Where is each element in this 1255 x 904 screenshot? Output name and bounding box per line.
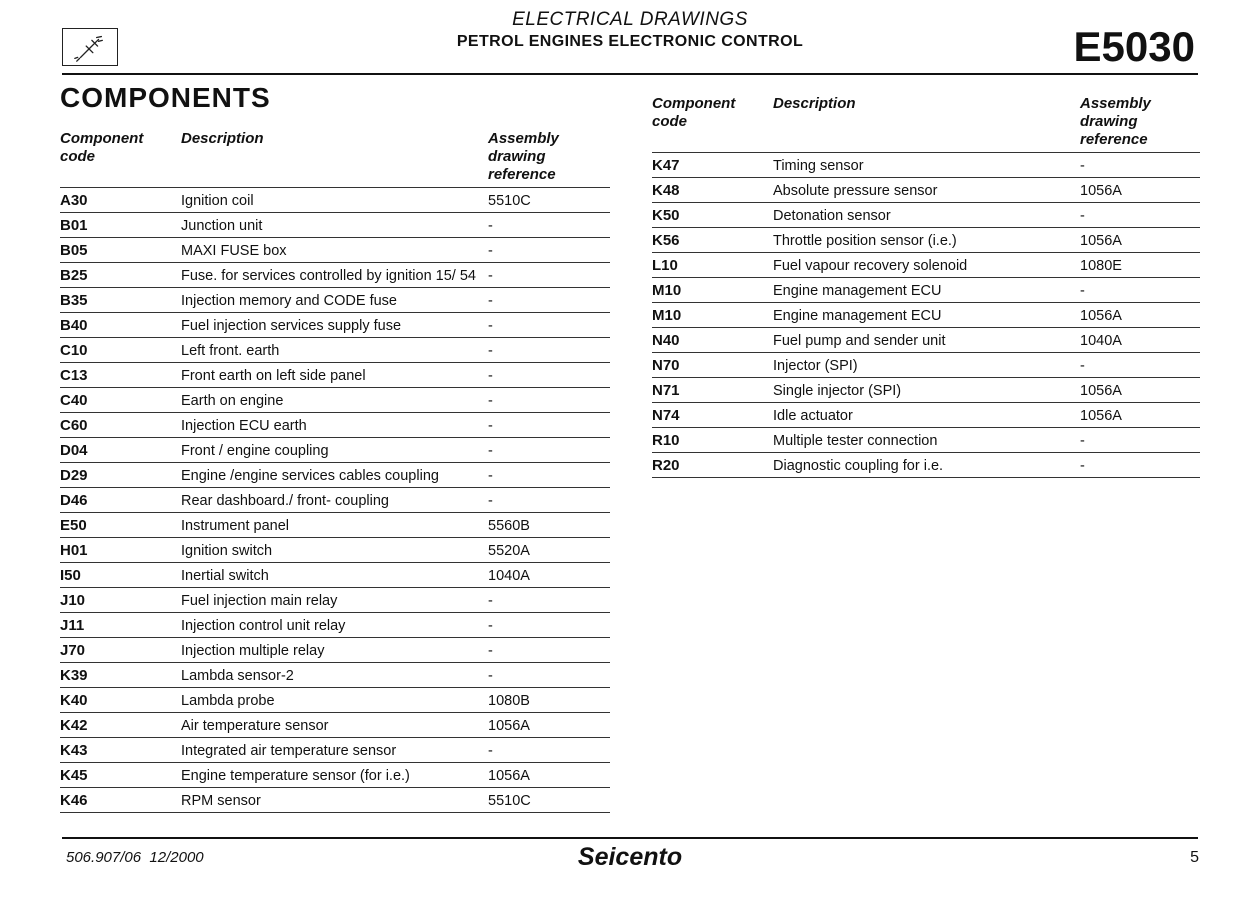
component-code: K48 xyxy=(652,182,680,199)
component-code: K47 xyxy=(652,157,680,174)
table-row xyxy=(60,363,610,388)
table-row xyxy=(60,788,610,813)
table-row xyxy=(652,253,1200,278)
component-code: H01 xyxy=(60,542,88,559)
component-description: Rear dashboard./ front- coupling xyxy=(181,493,389,509)
table-row xyxy=(60,738,610,763)
component-code: K56 xyxy=(652,232,680,249)
header-rule xyxy=(62,73,1198,75)
assembly-reference: 1040A xyxy=(1080,333,1122,349)
table-body-right xyxy=(652,153,1200,478)
component-code: J11 xyxy=(60,617,85,634)
component-description: Timing sensor xyxy=(773,158,864,174)
components-table-left xyxy=(60,130,610,813)
table-row xyxy=(60,638,610,663)
assembly-reference: - xyxy=(488,668,493,684)
footer-doc-ref: 506.907/06 12/2000 xyxy=(66,849,204,866)
table-row xyxy=(60,488,610,513)
component-code: I50 xyxy=(60,567,81,584)
header-description: Description xyxy=(773,95,856,112)
assembly-reference: - xyxy=(488,468,493,484)
component-description: Injection multiple relay xyxy=(181,643,325,659)
component-description: Absolute pressure sensor xyxy=(773,183,938,199)
component-code: K43 xyxy=(60,742,88,759)
table-row xyxy=(60,563,610,588)
table-row xyxy=(652,153,1200,178)
component-description: Injection ECU earth xyxy=(181,418,307,434)
table-row xyxy=(60,438,610,463)
assembly-reference: - xyxy=(488,268,493,284)
assembly-reference: - xyxy=(488,343,493,359)
component-description: Engine /engine services cables coupling xyxy=(181,468,439,484)
assembly-reference: - xyxy=(488,368,493,384)
component-code: D46 xyxy=(60,492,88,509)
component-description: Junction unit xyxy=(181,218,263,234)
component-code: B35 xyxy=(60,292,88,309)
component-description: Single injector (SPI) xyxy=(773,383,902,399)
assembly-reference: - xyxy=(1080,458,1085,474)
table-row xyxy=(60,213,610,238)
table-row xyxy=(652,278,1200,303)
table-row xyxy=(60,288,610,313)
header-title: ELECTRICAL DRAWINGS xyxy=(512,9,748,30)
header-subtitle: PETROL ENGINES ELECTRONIC CONTROL xyxy=(456,33,804,50)
component-code: K40 xyxy=(60,692,88,709)
table-row xyxy=(60,763,610,788)
assembly-reference: 5520A xyxy=(488,543,530,559)
assembly-reference: - xyxy=(488,418,493,434)
assembly-reference: 1056A xyxy=(1080,383,1122,399)
component-code: K39 xyxy=(60,667,88,684)
component-description: RPM sensor xyxy=(181,793,261,809)
assembly-reference: - xyxy=(488,593,493,609)
component-description: Fuel injection services supply fuse xyxy=(181,318,402,334)
assembly-reference: 1056A xyxy=(1080,408,1122,424)
component-description: Lambda probe xyxy=(181,693,275,709)
component-code: E50 xyxy=(60,517,87,534)
table-row xyxy=(652,178,1200,203)
component-description: Inertial switch xyxy=(181,568,269,584)
electrical-plug-icon xyxy=(63,29,117,65)
component-description: Fuse. for services controlled by ignition 15/ 54 xyxy=(181,268,476,284)
component-description: Ignition coil xyxy=(181,193,254,209)
document-code: E5030 xyxy=(1073,23,1195,70)
component-description: Earth on engine xyxy=(181,393,284,409)
header-assembly-reference: Assembly drawing reference xyxy=(1080,95,1151,148)
component-description: Ignition switch xyxy=(181,543,273,559)
component-code: K42 xyxy=(60,717,88,734)
table-row xyxy=(652,303,1200,328)
assembly-reference: 1056A xyxy=(1080,233,1122,249)
component-description: Front / engine coupling xyxy=(181,443,329,459)
table-row xyxy=(60,388,610,413)
assembly-reference: - xyxy=(488,493,493,509)
assembly-reference: 5510C xyxy=(488,793,531,809)
component-description: Fuel injection main relay xyxy=(181,593,338,609)
component-description: Engine management ECU xyxy=(773,283,942,299)
component-description: Fuel pump and sender unit xyxy=(773,333,946,349)
component-description: Front earth on left side panel xyxy=(181,368,366,384)
component-code: R10 xyxy=(652,432,680,449)
assembly-reference: 1056A xyxy=(488,768,530,784)
component-code: B25 xyxy=(60,267,88,284)
component-description: Engine temperature sensor (for i.e.) xyxy=(181,768,410,784)
component-code: N70 xyxy=(652,357,680,374)
component-code: D29 xyxy=(60,467,88,484)
plug-icon-box xyxy=(62,28,118,66)
component-description: Integrated air temperature sensor xyxy=(181,743,397,759)
assembly-reference: - xyxy=(488,293,493,309)
assembly-reference: 1056A xyxy=(1080,183,1122,199)
component-description: Fuel vapour recovery solenoid xyxy=(773,258,968,274)
component-description: MAXI FUSE box xyxy=(181,243,287,259)
component-description: Diagnostic coupling for i.e. xyxy=(773,458,944,474)
component-code: B05 xyxy=(60,242,88,259)
components-table-right xyxy=(652,95,1200,478)
assembly-reference: - xyxy=(488,443,493,459)
component-code: B40 xyxy=(60,317,88,334)
assembly-reference: 1080E xyxy=(1080,258,1122,274)
table-row xyxy=(652,328,1200,353)
component-code: M10 xyxy=(652,307,682,324)
table-row xyxy=(60,313,610,338)
component-code: B01 xyxy=(60,217,88,234)
assembly-reference: - xyxy=(1080,158,1085,174)
page-number: 5 xyxy=(1190,849,1199,866)
table-row xyxy=(60,188,610,213)
component-description: Air temperature sensor xyxy=(181,718,329,734)
component-code: C60 xyxy=(60,417,88,434)
component-description: Injector (SPI) xyxy=(773,358,858,374)
component-code: D04 xyxy=(60,442,88,459)
assembly-reference: - xyxy=(1080,283,1085,299)
table-header-row xyxy=(60,130,610,188)
header-component-code: Component code xyxy=(652,95,736,130)
table-row xyxy=(652,403,1200,428)
component-description: Injection control unit relay xyxy=(181,618,346,634)
component-description: Multiple tester connection xyxy=(773,433,938,449)
assembly-reference: - xyxy=(488,218,493,234)
table-row xyxy=(652,378,1200,403)
component-code: C10 xyxy=(60,342,88,359)
assembly-reference: 1080B xyxy=(488,693,530,709)
footer-model: Seicento xyxy=(577,843,683,871)
assembly-reference: 5510C xyxy=(488,193,531,209)
component-description: Instrument panel xyxy=(181,518,290,534)
table-row xyxy=(652,203,1200,228)
table-row xyxy=(60,263,610,288)
component-code: J10 xyxy=(60,592,86,609)
component-code: A30 xyxy=(60,192,88,209)
component-code: R20 xyxy=(652,457,680,474)
component-description: Lambda sensor-2 xyxy=(181,668,294,684)
component-code: N40 xyxy=(652,332,680,349)
table-row xyxy=(60,413,610,438)
table-row xyxy=(60,663,610,688)
component-code: N74 xyxy=(652,407,680,424)
assembly-reference: - xyxy=(1080,433,1085,449)
header-assembly-reference: Assembly drawing reference xyxy=(488,130,559,183)
component-description: Engine management ECU xyxy=(773,308,942,324)
table-row xyxy=(60,238,610,263)
table-row xyxy=(60,338,610,363)
component-description: Throttle position sensor (i.e.) xyxy=(773,233,957,249)
table-row xyxy=(60,713,610,738)
component-code: C40 xyxy=(60,392,88,409)
component-code: M10 xyxy=(652,282,682,299)
table-row xyxy=(60,688,610,713)
table-row xyxy=(60,513,610,538)
assembly-reference: 1040A xyxy=(488,568,530,584)
assembly-reference: - xyxy=(1080,358,1085,374)
assembly-reference: 1056A xyxy=(488,718,530,734)
header-description: Description xyxy=(181,130,264,147)
table-row xyxy=(652,228,1200,253)
table-row xyxy=(652,453,1200,478)
footer-rule xyxy=(62,837,1198,839)
section-title: COMPONENTS xyxy=(60,82,271,113)
assembly-reference: 1056A xyxy=(1080,308,1122,324)
table-row xyxy=(60,613,610,638)
component-code: L10 xyxy=(652,257,678,274)
component-description: Left front. earth xyxy=(181,343,280,359)
component-code: N71 xyxy=(652,382,680,399)
assembly-reference: - xyxy=(1080,208,1085,224)
assembly-reference: - xyxy=(488,643,493,659)
component-code: K45 xyxy=(60,767,88,784)
component-description: Injection memory and CODE fuse xyxy=(181,293,397,309)
table-row xyxy=(652,353,1200,378)
table-header-row xyxy=(652,95,1200,153)
component-code: K50 xyxy=(652,207,680,224)
component-code: C13 xyxy=(60,367,88,384)
table-row xyxy=(60,463,610,488)
component-description: Idle actuator xyxy=(773,408,853,424)
assembly-reference: - xyxy=(488,743,493,759)
assembly-reference: 5560B xyxy=(488,518,530,534)
assembly-reference: - xyxy=(488,393,493,409)
table-row xyxy=(60,538,610,563)
component-code: K46 xyxy=(60,792,88,809)
table-row xyxy=(60,588,610,613)
table-body-left xyxy=(60,188,610,813)
header-component-code: Component code xyxy=(60,130,144,165)
assembly-reference: - xyxy=(488,243,493,259)
assembly-reference: - xyxy=(488,618,493,634)
component-code: J70 xyxy=(60,642,86,659)
assembly-reference: - xyxy=(488,318,493,334)
table-row xyxy=(652,428,1200,453)
component-description: Detonation sensor xyxy=(773,208,891,224)
